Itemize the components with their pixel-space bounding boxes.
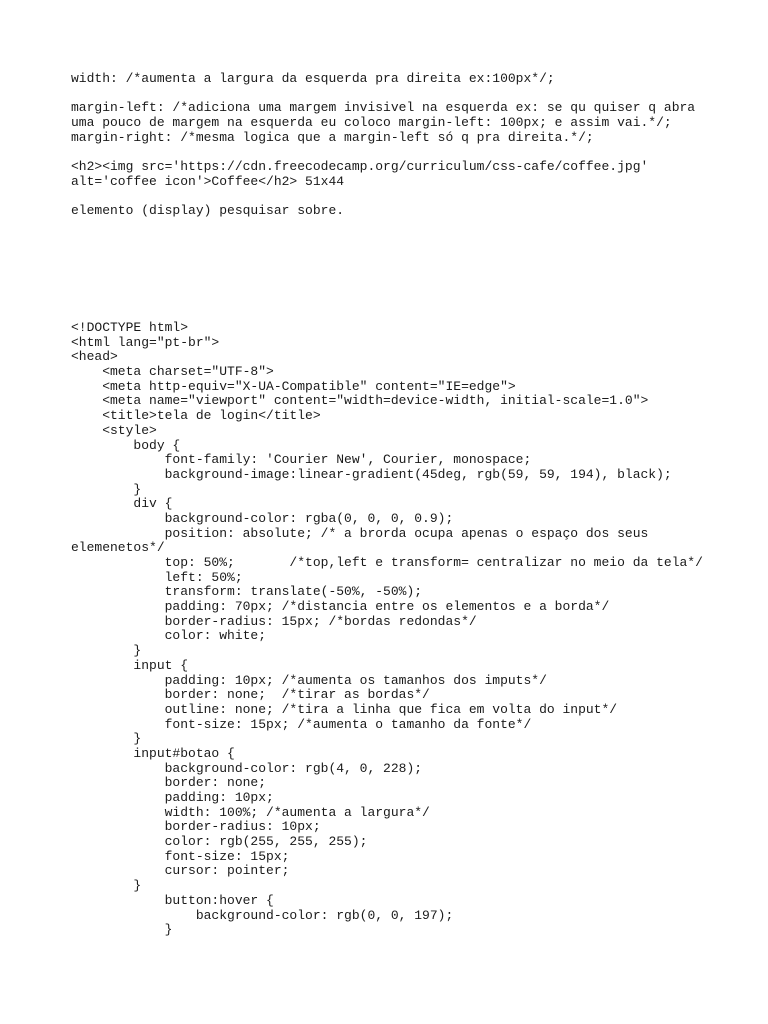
- code-line: background-color: rgb(0, 0, 197);: [71, 907, 454, 923]
- notes-line: margin-left: /*adiciona uma margem invisivel na esquerda ex: se qu quiser q abra: [71, 100, 696, 116]
- code-line: }: [71, 481, 142, 497]
- code-line: button:hover {: [71, 892, 274, 908]
- code-line: padding: 70px; /*distancia entre os elementos e a borda*/: [71, 599, 610, 615]
- code-line: padding: 10px;: [71, 790, 274, 805]
- code-line: font-size: 15px; /*aumenta o tamanho da fonte*/: [71, 716, 532, 732]
- notes-text: [71, 72, 728, 219]
- notes-line: uma pouco de margem na esquerda eu coloco margin-left: 100px; e assim vai.*/;: [71, 115, 672, 131]
- code-line: }: [71, 922, 173, 938]
- code-line: background-color: rgb(4, 0, 228);: [71, 760, 423, 776]
- notes-line: alt='coffee icon'>Coffee</h2> 51x44: [71, 173, 345, 189]
- notes-line: elemento (display) pesquisar sobre.: [71, 203, 345, 219]
- notes-line: [71, 145, 728, 160]
- notes-line: width: /*aumenta a largura da esquerda pra direita ex:100px*/;: [71, 71, 555, 86]
- code-line: input#botao {: [71, 745, 235, 761]
- code-line: body {: [71, 437, 181, 453]
- code-line: font-size: 15px;: [71, 848, 290, 864]
- code-line: <style>: [71, 422, 157, 438]
- notes-line: [71, 190, 728, 205]
- code-line: transform: translate(-50%, -50%);: [71, 584, 423, 600]
- code-line: background-image:linear-gradient(45deg, rgb(59, 59, 194), black);: [71, 466, 672, 482]
- code-line: <meta http-equiv="X-UA-Compatible" content="IE=edge">: [71, 378, 516, 394]
- code-line: cursor: pointer;: [71, 863, 290, 879]
- code-line: <meta name="viewport" content="width=device-width, initial-scale=1.0">: [71, 393, 649, 409]
- code-line: border: none; /*tirar as bordas*/: [71, 687, 430, 703]
- code-line: border: none;: [71, 775, 267, 791]
- code-line: top: 50%; /*top,left e transform= centralizar no meio da tela*/: [71, 555, 703, 570]
- code-line: padding: 10px; /*aumenta os tamanhos dos imputs*/: [71, 672, 547, 688]
- code-line: color: rgb(255, 255, 255);: [71, 834, 368, 850]
- code-line: <meta charset="UTF-8">: [71, 364, 274, 380]
- notes-line: margin-right: /*mesma logica que a margin-left só q pra direita.*/;: [71, 129, 594, 145]
- code-line: div {: [71, 496, 173, 512]
- code-line: border-radius: 15px; /*bordas redondas*/: [71, 613, 477, 629]
- code-line: outline: none; /*tira a linha que fica em volta do input*/: [71, 701, 618, 717]
- code-line: elemenetos*/: [71, 540, 165, 556]
- code-line: }: [71, 731, 142, 747]
- code-line: }: [71, 643, 142, 659]
- code-line: <title>tela de login</title>: [71, 408, 321, 424]
- code-line: input {: [71, 657, 189, 673]
- notes-line: <h2><img src='https://cdn.freecodecamp.org/curriculum/css-cafe/coffee.jpg': [71, 159, 649, 175]
- code-line: <head>: [71, 349, 118, 365]
- code-line: position: absolute; /* a brorda ocupa apenas o espaço dos seus: [71, 525, 649, 541]
- code-line: <html lang="pt-br">: [71, 334, 220, 350]
- code-line: font-family: 'Courier New', Courier, monospace;: [71, 452, 532, 468]
- code-line: <!DOCTYPE html>: [71, 320, 189, 335]
- code-line: background-color: rgba(0, 0, 0, 0.9);: [71, 510, 454, 526]
- code-line: width: 100%; /*aumenta a largura*/: [71, 804, 430, 820]
- code-listing: [71, 321, 728, 938]
- code-line: left: 50%;: [71, 569, 243, 585]
- code-line: color: white;: [71, 628, 267, 644]
- code-line: border-radius: 10px;: [71, 819, 321, 835]
- code-line: }: [71, 878, 142, 894]
- notes-line: [71, 87, 728, 102]
